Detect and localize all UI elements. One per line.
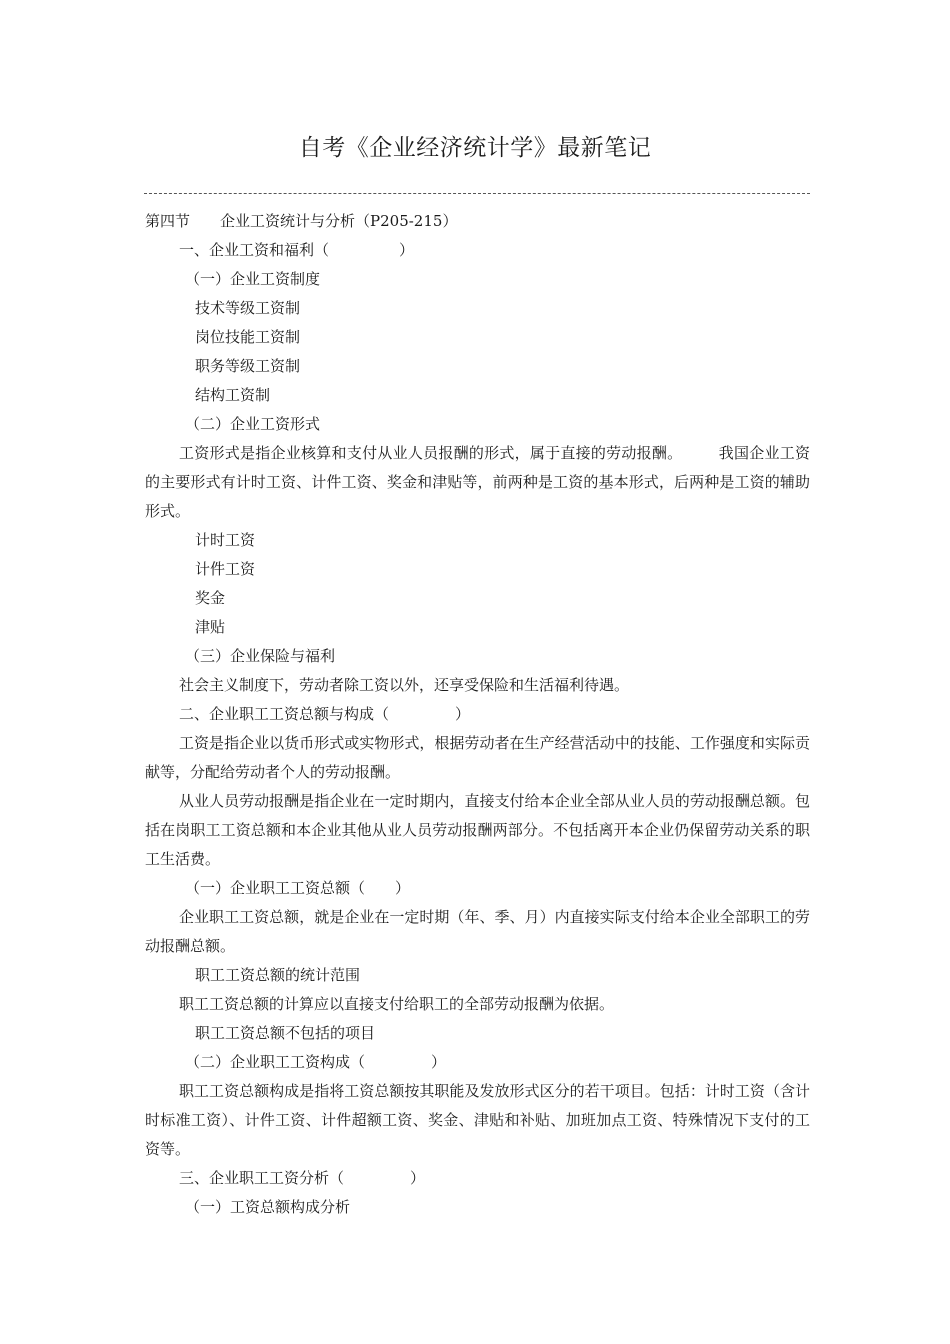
paragraph-wage-composition: 职工工资总额构成是指将工资总额按其职能及发放形式区分的若干项目。包括：计时工资（含计时标准工资）、计件工资、计件超额工资、奖金、津贴和补贴、加班加点工资、特殊情况下支付的工资等。 (145, 1082, 810, 1158)
list-item: 技术等级工资制 (195, 299, 301, 317)
subheading-3: （三）企业保险与福利 (185, 647, 336, 665)
subheading-5: （二）企业职工工资构成（ ） (185, 1053, 447, 1071)
paragraph-total-wages: 企业职工工资总额，就是企业在一定时期（年、季、月）内直接实际支付给本企业全部职工的劳动报酬总额。 (145, 908, 810, 955)
list-item: 岗位技能工资制 (195, 328, 301, 346)
document-title: 自考《企业经济统计学》最新笔记 (298, 135, 652, 161)
list-item: 计件工资 (195, 560, 256, 578)
heading-2: 二、企业职工工资总额与构成（ ） (179, 705, 471, 723)
paragraph-wage-forms: 工资形式是指企业核算和支付从业人员报酬的形式，属于直接的劳动报酬。 我国企业工资的主要形式有计时工资、计件工资、奖金和津贴等，前两种是工资的基本形式，后两种是工资的辅助形式。 (145, 444, 810, 520)
list-item: 职工工资总额的统计范围 (195, 966, 361, 984)
list-item: 职工工资总额不包括的项目 (195, 1024, 376, 1042)
list-item: 计时工资 (195, 531, 256, 549)
list-item: 津贴 (195, 618, 226, 636)
paragraph-welfare: 社会主义制度下，劳动者除工资以外，还享受保险和生活福利待遇。 (179, 676, 630, 694)
section-title: 企业工资统计与分析（P205-215） (220, 212, 458, 230)
subheading-4: （一）企业职工工资总额（ ） (185, 879, 411, 897)
section-label: 第四节 (145, 212, 191, 230)
list-item: 职务等级工资制 (195, 357, 301, 375)
document-body (145, 207, 810, 1222)
section-heading (145, 207, 810, 236)
subheading-6: （一）工资总额构成分析 (185, 1198, 351, 1216)
list-item: 奖金 (195, 589, 226, 607)
paragraph-wage-definition: 工资是指企业以货币形式或实物形式，根据劳动者在生产经营活动中的技能、工作强度和实际贡献等，分配给劳动者个人的劳动报酬。 (145, 734, 810, 781)
heading-1: 一、企业工资和福利（ ） (179, 241, 415, 259)
dashed-divider (144, 193, 810, 194)
subheading-1: （一）企业工资制度 (185, 270, 321, 288)
paragraph-employee-remuneration: 从业人员劳动报酬是指企业在一定时期内，直接支付给本企业全部从业人员的劳动报酬总额。包括在岗职工工资总额和本企业其他从业人员劳动报酬两部分。不包括离开本企业仍保留劳动关系的职工生活费。 (145, 792, 810, 868)
paragraph-calculation-basis: 职工工资总额的计算应以直接支付给职工的全部劳动报酬为依据。 (179, 995, 615, 1013)
heading-3: 三、企业职工工资分析（ ） (179, 1169, 426, 1187)
list-item: 结构工资制 (195, 386, 271, 404)
subheading-2: （二）企业工资形式 (185, 415, 321, 433)
